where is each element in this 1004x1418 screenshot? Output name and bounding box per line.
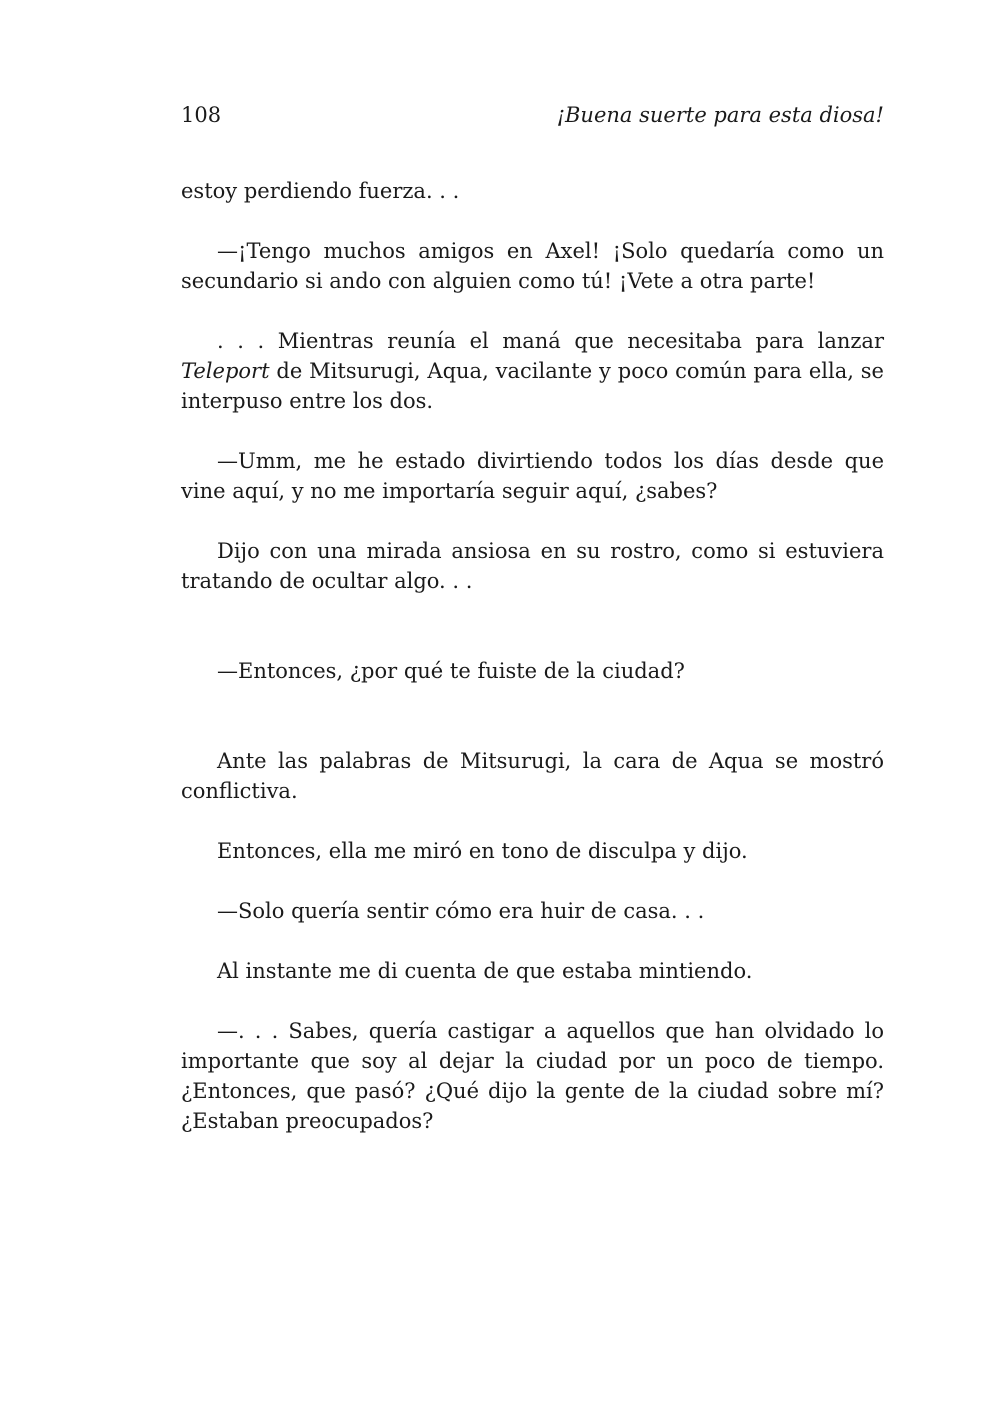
running-title: ¡Buena suerte para esta diosa! xyxy=(556,103,884,127)
paragraph: —Solo quería sentir cómo era huir de casa. . . xyxy=(217,899,705,923)
paragraph: —. . . Sabes, quería castigar a aquellos que han olvidado lo importante que soy al dejar la ciudad por un poco de tiempo. ¿Entonces, que pasó? ¿Qué dijo la gente de la ciudad sobre mí? ¿Estaban preocupados? xyxy=(181,1019,884,1133)
book-page xyxy=(181,100,884,1166)
paragraph: Al instante me di cuenta de que estaba mintiendo. xyxy=(217,959,753,983)
page-header xyxy=(181,100,884,130)
paragraph: estoy perdiendo fuerza. . . xyxy=(181,179,460,203)
paragraph: Ante las palabras de Mitsurugi, la cara de Aqua se mostró conflictiva. xyxy=(181,749,884,803)
paragraph: —¡Tengo muchos amigos en Axel! ¡Solo quedaría como un secundario si ando con alguien como tú! ¡Vete a otra parte! xyxy=(181,239,884,293)
paragraph: —Umm, me he estado divirtiendo todos los días desde que vine aquí, y no me importaría seguir aquí, ¿sabes? xyxy=(181,449,884,503)
paragraph xyxy=(181,326,884,416)
page-number: 108 xyxy=(181,103,222,127)
paragraph-text: . . . Mientras reunía el maná que necesitaba para lanzar xyxy=(217,329,884,353)
page-body xyxy=(181,176,884,1136)
italic-term: Teleport xyxy=(181,359,270,383)
paragraph: Entonces, ella me miró en tono de disculpa y dijo. xyxy=(217,839,748,863)
paragraph: —Entonces, ¿por qué te fuiste de la ciudad? xyxy=(217,659,685,683)
paragraph: Dijo con una mirada ansiosa en su rostro, como si estuviera tratando de ocultar algo. . . xyxy=(181,539,884,593)
paragraph-text: de Mitsurugi, Aqua, vacilante y poco común para ella, se interpuso entre los dos. xyxy=(181,359,884,413)
